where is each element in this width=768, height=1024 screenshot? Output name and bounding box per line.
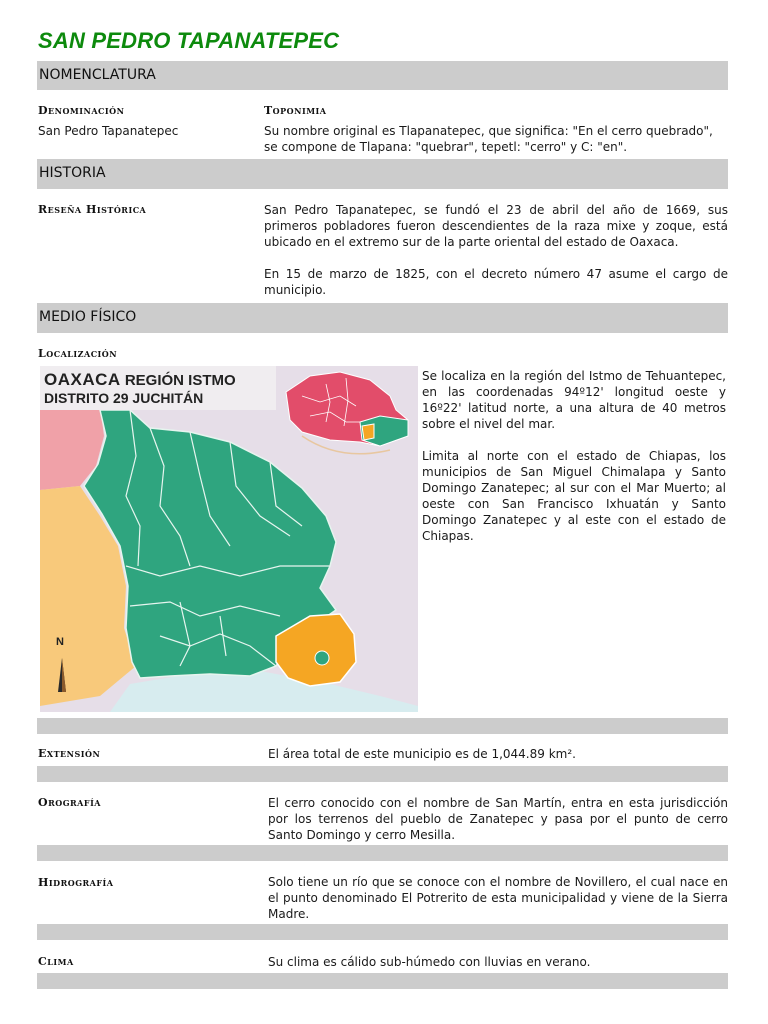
paragraph: En 15 de marzo de 1825, con el decreto número 47 asume el cargo de municipio. <box>264 267 728 297</box>
clima-label: Clima <box>38 955 74 968</box>
map-district: DISTRITO 29 JUCHITÁN <box>44 390 204 406</box>
map-title <box>44 370 236 390</box>
separator-band <box>37 845 728 861</box>
paragraph: San Pedro Tapanatepec, se fundó el 23 de abril del año de 1669, sus primeros pobladores fueron descendientes de la raza mixe y zoque, está ubicado en el extremo sur de la parte oriental del estado de Oaxaca. <box>264 203 728 249</box>
separator-band <box>37 973 728 989</box>
paragraph: Limita al norte con el estado de Chiapas, los municipios de San Miguel Chimalapa y Santo Domingo Zanatepec; al sur con el Mar Muerto; al oeste con San Francisco Ixhuatán y Santo Domingo Zanatepec y al este con el estado de Chiapas. <box>422 449 726 543</box>
resena-historica-label: Reseña Histórica <box>38 203 147 216</box>
extension-label: Extensión <box>38 747 101 760</box>
section-header-historia <box>37 159 728 189</box>
page-title: SAN PEDRO TAPANATEPEC <box>38 28 340 53</box>
separator-band <box>37 924 728 940</box>
section-title: NOMENCLATURA <box>39 67 156 83</box>
separator-band <box>37 718 728 734</box>
map-state: OAXACA <box>44 370 121 389</box>
orografia-label: Orografía <box>38 796 102 809</box>
denominacion-value: San Pedro Tapanatepec <box>38 124 179 138</box>
section-title: MEDIO FÍSICO <box>39 309 137 325</box>
toponimia-value: Su nombre original es Tlapanatepec, que significa: "En el cerro quebrado", se compone de Tlapana: "quebrar", tepetl: "cerro" y C: "en". <box>264 124 713 154</box>
localizacion-label: Localización <box>38 347 118 360</box>
municipality-enclave <box>315 651 329 665</box>
location-map <box>40 366 418 712</box>
denominacion-label: Denominación <box>38 104 125 117</box>
orografia-value: El cerro conocido con el nombre de San Martín, entra en esta jurisdicción por los terrenos del pueblo de Zanatepec y pasa por el punto de cerro Santo Domingo y cerro Mesilla. <box>268 796 728 842</box>
resena-historica-text <box>264 202 728 298</box>
section-header-nomenclatura <box>37 61 728 90</box>
extension-value: El área total de este municipio es de 1,044.89 km². <box>268 747 576 761</box>
hidrografia-label: Hidrografía <box>38 876 114 889</box>
section-header-medio-fisico <box>37 303 728 333</box>
map-region: REGIÓN ISTMO <box>124 372 236 389</box>
section-title: HISTORIA <box>39 165 106 181</box>
separator-band <box>37 766 728 782</box>
paragraph: Se localiza en la región del Istmo de Tehuantepec, en las coordenadas 94º12' longitud oeste y 16º22' latitud norte, a una altura de 40 metros sobre el nivel del mar. <box>422 369 726 431</box>
clima-value: Su clima es cálido sub-húmedo con lluvias en verano. <box>268 955 591 969</box>
map-title-banner <box>40 366 276 410</box>
hidrografia-value: Solo tiene un río que se conoce con el nombre de Novillero, el cual nace en el punto denominado El Potrerito de esta municipalidad y viene de la Sierra Madre. <box>268 875 728 921</box>
north-label: N <box>56 636 64 648</box>
map-graphic <box>40 366 418 712</box>
localizacion-text <box>422 368 726 544</box>
toponimia-label: Toponimia <box>264 104 327 117</box>
